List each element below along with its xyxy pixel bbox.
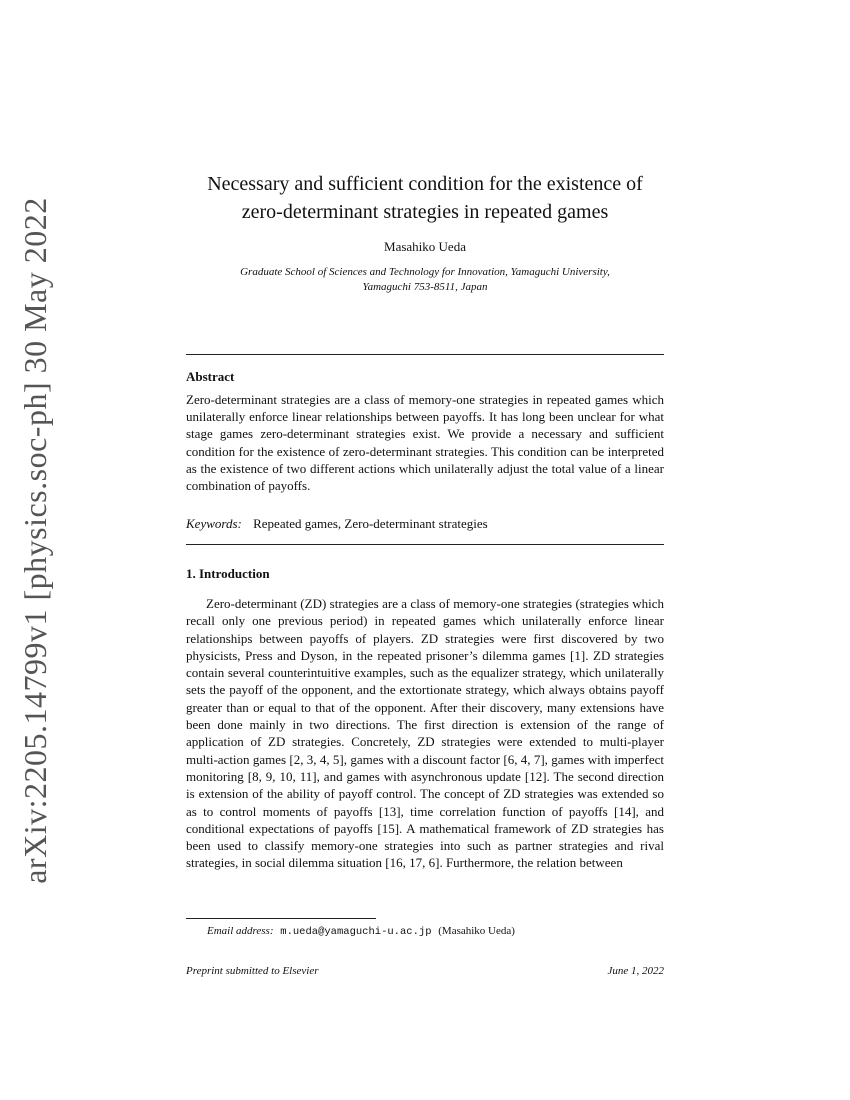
keywords-value: Repeated games, Zero-determinant strategies bbox=[253, 516, 488, 531]
abstract-heading: Abstract bbox=[186, 369, 235, 384]
abstract-top-rule bbox=[186, 354, 664, 355]
abstract-text: Zero-determinant strategies are a class of memory-one strategies in repeated games which unilaterally enforce linear relationships between payoffs. It has long been unclear for what stage games zero-determinant strategies exist. We provide a necessary and sufficient condition for the existence of zero-determinant strategies. This condition can be interpreted as the existence of two different actions which unilaterally adjust the total value of a linear combination of payoffs. bbox=[186, 392, 664, 494]
keywords-label: Keywords: bbox=[186, 516, 242, 531]
keywords bbox=[186, 516, 488, 532]
title-line-2: zero-determinant strategies in repeated games bbox=[241, 201, 609, 223]
paper-title bbox=[150, 170, 700, 226]
footnote bbox=[207, 925, 515, 938]
arxiv-stamp bbox=[10, 196, 60, 884]
footnote-label: Email address: bbox=[207, 925, 274, 937]
arxiv-identifier: arXiv:2205.14799v1 [physics.soc-ph] 30 May 2022 bbox=[16, 196, 53, 884]
footnote-email[interactable]: m.ueda@yamaguchi-u.ac.jp bbox=[280, 926, 432, 938]
affiliation-line-1: Graduate School of Sciences and Technology for Innovation, Yamaguchi University, bbox=[240, 266, 610, 278]
footer-preprint-note: Preprint submitted to Elsevier bbox=[186, 965, 319, 977]
footnote-name: (Masahiko Ueda) bbox=[438, 925, 515, 937]
introduction-text: Zero-determinant (ZD) strategies are a class of memory-one strategies (strategies which recall only one previous period) in repeated games which unilaterally enforce linear relationships between payoffs of players. ZD strategies were first discovered by two physicists, Press and Dyson, in the repeated prisoner’s dilemma games [1]. ZD strategies contain several counterintuitive examples, such as the equalizer strategy, which unilaterally sets the payoff of the opponent, and the extortionate strategy, which always obtains payoff greater than or equal to that of the opponent. After their discovery, many extensions have been done mainly in two directions. The first direction is extension of the range of application of ZD strategies. Concretely, ZD strategies were extended to multi-player multi-action games [2, 3, 4, 5], games with a discount factor [6, 4, 7], games with imperfect monitoring [8, 9, 10, 11], and games with asynchronous update [12]. The second direction is extension of the ability of payoff control. The concept of ZD strategies was extended so as to control moments of payoffs [13], time correlation function of payoffs [14], and conditional expectations of payoffs [15]. A mathematical framework of ZD strategies has been used to classify memory-one strategies into such as partner strategies and rival strategies, in social dilemma situation [16, 17, 6]. Furthermore, the relation between bbox=[186, 596, 664, 871]
author-affiliation bbox=[190, 265, 660, 295]
author-name: Masahiko Ueda bbox=[384, 239, 466, 254]
footnote-rule bbox=[186, 918, 376, 919]
footer-date: June 1, 2022 bbox=[607, 965, 664, 977]
section-heading: 1. Introduction bbox=[186, 566, 270, 581]
title-line-1: Necessary and sufficient condition for the existence of bbox=[207, 173, 643, 195]
affiliation-line-2: Yamaguchi 753-8511, Japan bbox=[362, 281, 488, 293]
abstract-bottom-rule bbox=[186, 544, 664, 545]
